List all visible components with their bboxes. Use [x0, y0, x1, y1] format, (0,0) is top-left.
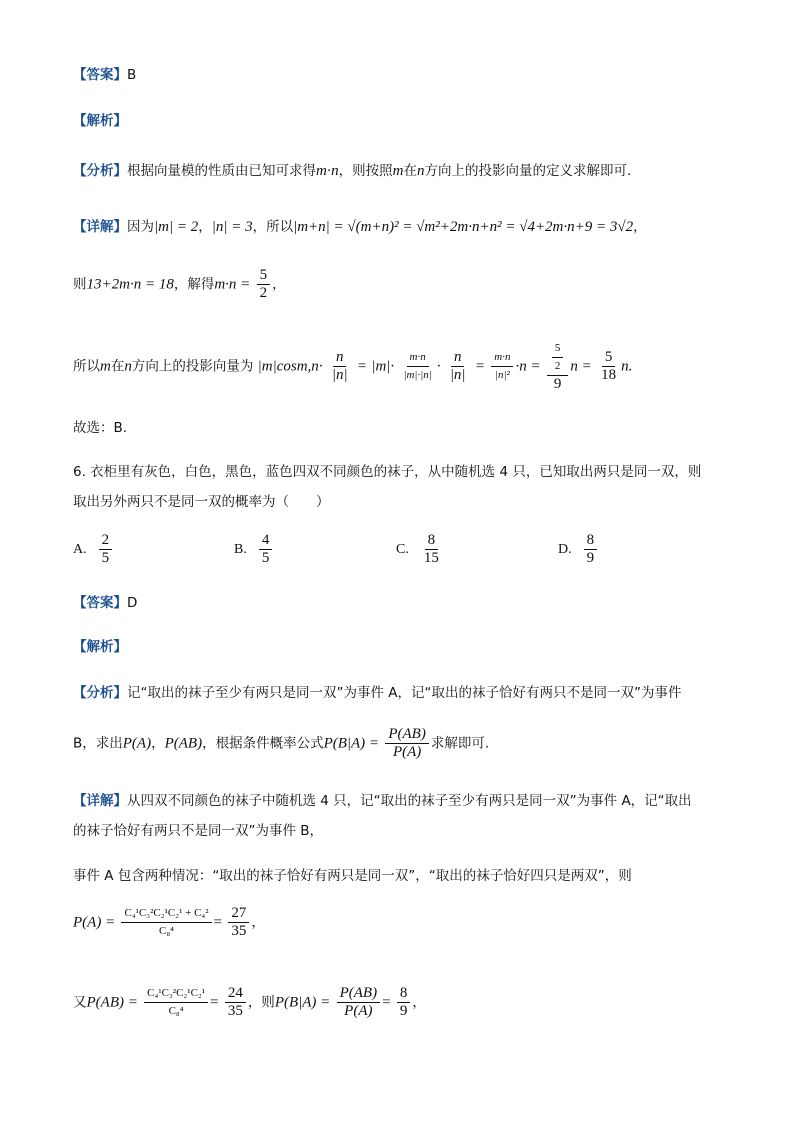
vector-n: n — [331, 163, 339, 179]
cond-result-fraction: $\frac{8}{9}$ — [397, 985, 411, 1020]
option-c-fraction: $\frac{8}{15}$ — [423, 532, 439, 566]
q6-event-line: 事件 A 包含两种情况：“取出的袜子恰好有两只是同一双”，“取出的袜子恰好四只是两双”，则 — [73, 868, 632, 884]
option-c[interactable]: C. $\frac{8}{15}$ — [396, 532, 444, 567]
option-d[interactable]: D. $\frac{8}{9}$ — [558, 532, 599, 567]
fraction-mn-absn2: $\frac{m\cdot n}{\text{|n|²}}$ — [491, 349, 513, 384]
vector-m: m — [316, 163, 327, 179]
fraction-5-18: $\frac{5}{18}$ — [601, 349, 617, 383]
answer-value: B — [127, 67, 137, 83]
option-a-fraction: $\frac{2}{5}$ — [99, 532, 113, 567]
fenxi-text4: 方向上的投影向量的定义求解即可. — [424, 163, 632, 179]
q5-choose-line — [73, 418, 127, 438]
detail-tag: 【详解】 — [73, 219, 127, 235]
fenxi-text2: ，则按照 — [338, 163, 393, 179]
line3-n: n — [124, 358, 132, 375]
line3-a: |m|cos — [257, 358, 297, 375]
option-a[interactable]: A. $\frac{2}{5}$ — [73, 532, 114, 567]
q5-detail-line1 — [73, 217, 647, 237]
frac-num: 5 — [257, 267, 271, 285]
fraction-n-absn: $\frac{n}{|n|}$ — [331, 349, 348, 383]
option-b[interactable]: B. $\frac{4}{5}$ — [234, 532, 274, 567]
q5-answer-line — [73, 65, 136, 85]
q6-detail-line2: 的袜子恰好有两只不是同一双”为事件 B， — [73, 823, 324, 839]
option-d-fraction: $\frac{8}{9}$ — [584, 532, 598, 567]
analysis-tag: 【解析】 — [73, 113, 127, 129]
q6-pab-line: 又P(AB) = $\frac{\text{C₄¹C₃²C₂¹C₂¹}}{\text{C₈⁴}}$ = $\frac{24}{35}$ ，则P(B|A) = $\frac{P(AB)}{P(A)}$ = $\frac{8}{9}$ ， — [73, 985, 426, 1019]
frac-den: 2 — [259, 285, 268, 301]
choose-text: 故选：B. — [73, 420, 128, 436]
line3-text1: 所以 — [73, 358, 100, 375]
line3-m: m — [100, 358, 111, 375]
fenxi-tag: 【分析】 — [73, 163, 127, 179]
pa-result-fraction: $\frac{27}{35}$ — [228, 905, 249, 940]
dot: · — [326, 163, 332, 179]
line3-b: m,n — [296, 358, 319, 375]
q5-fenxi-line — [73, 161, 631, 181]
detail-eq3: |m+n| = √(m+n)² = √m²+2m·n+n² = √4+2m·n+9 = 3√2 — [293, 219, 634, 235]
q5-detail-line2 — [73, 267, 286, 302]
vector-m2: m — [392, 163, 404, 179]
line2-eq2-left: m·n = — [214, 276, 251, 293]
q5-analysis-heading — [73, 111, 127, 131]
detail-comma1: ， — [198, 219, 212, 235]
pab-result-fraction: $\frac{24}{35}$ — [225, 985, 246, 1020]
line2-text2: ，解得 — [173, 276, 215, 293]
fraction-5-2 — [257, 267, 271, 302]
q6-answer-line: 【答案】D — [73, 595, 138, 611]
q6-pa-line: P(A) = $\frac{\text{C₄¹C₃²C₂¹C₂¹ + C₄²}}{\text{C₈⁴}}$ = $\frac{27}{35}$ ， — [73, 905, 265, 939]
detail-eq1: |m| = 2 — [154, 219, 199, 235]
answer-tag: 【答案】 — [73, 67, 127, 83]
detail-text2: ，所以 — [252, 219, 294, 235]
line3-text2: 在 — [110, 358, 125, 375]
line3-text3: 方向上的投影向量为 — [131, 358, 254, 375]
q6-question-line1: 6. 衣柜里有灰色，白色，黑色，蓝色四双不同颜色的袜子，从中随机选 4 只，已知取出两只是同一双，则 — [73, 464, 702, 480]
q5-detail-line3: 所以m在n方向上的投影向量为 |m|cosm,n· $\frac{n}{|n|}$ = |m|· $\frac{m\cdot n}{|m|\cdot|n|}$ · $\frac{n}{|n|}$ = $\frac{m\cdot n}{\text{|n|²}}$ ·n = $\frac{\frac{5}{2}}{9}$ n = $\frac{5}{18}$ n. — [73, 342, 633, 392]
q6-fenxi-line2: B，求出P(A)，P(AB)，根据条件概率公式P(B|A) = $\frac{P(AB)}{P(A)}$ 求解即可. — [73, 726, 490, 760]
cond-fraction: $\frac{P(AB)}{P(A)}$ — [337, 985, 380, 1020]
detail-eq2: |n| = 3 — [211, 219, 253, 235]
line2-eq1: 13+2m·n = 18 — [86, 276, 174, 293]
fenxi-text: 根据向量模的性质由已知可求得 — [127, 163, 316, 179]
q6-analysis-heading: 【解析】 — [73, 639, 127, 655]
pab-fraction: $\frac{\text{C₄¹C₃²C₂¹C₂¹}}{\text{C₈⁴}}$ — [144, 985, 208, 1020]
pa-fraction: $\frac{\text{C₄¹C₃²C₂¹C₂¹ + C₄²}}{\text{C₈⁴}}$ — [121, 905, 211, 940]
option-b-fraction: $\frac{4}{5}$ — [259, 532, 273, 567]
q6-detail-line1: 【详解】从四双不同颜色的袜子中随机选 4 只，记“取出的袜子至少有两只是同一双”为事件 A，记“取出 — [73, 793, 692, 809]
fenxi-text3: 在 — [403, 163, 417, 179]
q6-question-line2: 取出另外两只不是同一双的概率为（ ） — [73, 494, 330, 510]
fraction-mn-absmabsn: $\frac{m\cdot n}{|m|\cdot|n|}$ — [403, 351, 432, 381]
conditional-probability-formula: $\frac{P(AB)}{P(A)}$ — [385, 726, 428, 761]
line2-text1: 则 — [73, 276, 87, 293]
detail-comma2: ， — [633, 219, 647, 235]
q6-fenxi-line1: 【分析】记“取出的袜子至少有两只是同一双”为事件 A，记“取出的袜子恰好有两只不是同一双”为事件 — [73, 685, 682, 701]
line2-comma: ， — [272, 276, 286, 293]
fraction-n-absn-2: $\frac{n}{|n|}$ — [449, 349, 466, 383]
fraction-5-2-over-9: $\frac{\frac{5}{2}}{9}$ — [547, 340, 569, 393]
detail-text1: 因为 — [127, 219, 154, 235]
vector-n2: n — [416, 163, 425, 179]
